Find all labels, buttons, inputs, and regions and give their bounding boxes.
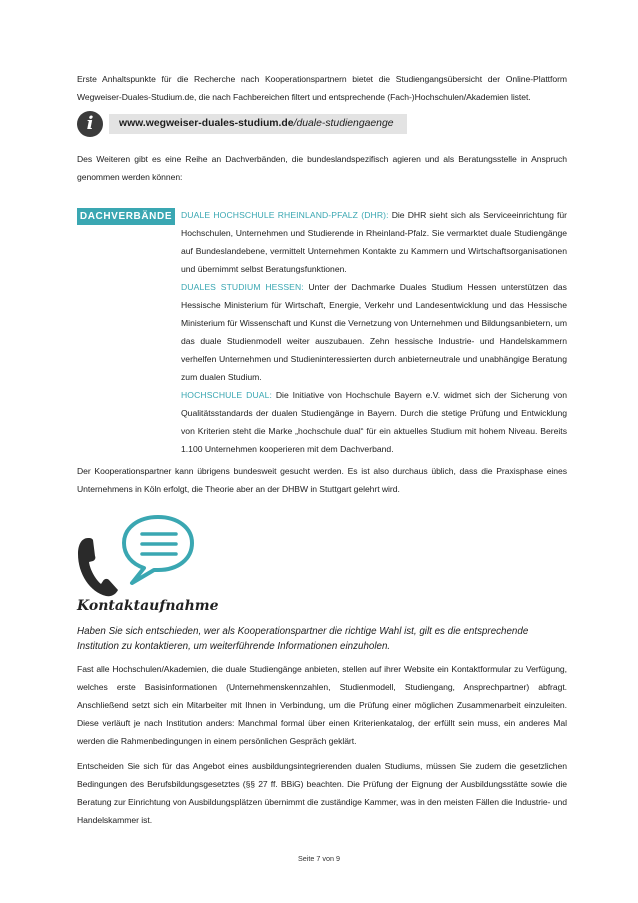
- dachverband-name: HOCHSCHULE DUAL:: [181, 390, 272, 400]
- dachverband-text: Die DHR sieht sich als Serviceeinrichtung für Hochschulen, Unternehmen und Studierende in Rheinland-Pfalz. Sie vermarktet duale Studiengänge auf Bundeslandebene, vermittelt Unternehmen Kontakte zu Kammern und Wirtschaftsorganisationen und übernimmt selbst Beratungsfunktionen.: [181, 210, 568, 274]
- kontakt-paragraph-2: Entscheiden Sie sich für das Angebot eines ausbildungsintegrierenden dualen Studiums, müssen Sie zudem die gesetzlichen Bedingungen des Berufsbildungsgesetztes (§§ 27 ff. BBiG) beachten. Die Prüfung der Eignung der Ausbildungsstätte sowie die Beratung zur Einrichtung von Ausbildungsplätzen übernimmt die zuständige Kammer, was in den meisten Fällen die Industrie- und Handelskammer ist.: [77, 761, 567, 825]
- dachverband-dhr: [181, 206, 567, 278]
- intro-paragraph: Erste Anhaltspunkte für die Recherche nach Kooperationspartnern bietet die Studiengangsübersicht der Online-Plattform Wegweiser-Duales-Studium.de, die nach Fachbereichen filtert und entsprechende (Fach-)Hochschulen/Akademien listet.: [77, 74, 567, 102]
- dachverband-hochschule-dual: [181, 386, 567, 458]
- dachverbaende-intro: Des Weiteren gibt es eine Reihe an Dachverbänden, die bundeslandspezifisch agieren und als Beratungsstelle in Anspruch genommen werden können:: [77, 154, 567, 182]
- dachverband-name: DUALES STUDIUM HESSEN:: [181, 282, 304, 292]
- dachverband-text: Unter der Dachmarke Duales Studium Hessen unterstützen das Hessische Ministerium für Wirtschaft, Energie, Verkehr und Landesentwicklung und das Hessische Ministerium für Wissenschaft und Kunst die Vernetzung von Unternehmen und Bildungsanbietern, um das duale Studienmodell weiter auszubauen. Zehn hessische Industrie- und Handelskammern verhelfen Unternehmen und Studieninteressierten durch anbieterneutrale und unabhängige Beratung zum dualen Studium.: [181, 282, 567, 382]
- url-link[interactable]: [119, 114, 394, 134]
- dachverbaende-tag: DACHVERBÄNDE: [77, 208, 175, 225]
- speech-bubble-icon: [118, 513, 198, 587]
- info-icon: i: [77, 111, 103, 137]
- info-box: [77, 111, 407, 137]
- dachverband-text: Die Initiative von Hochschule Bayern e.V. widmet sich der Sicherung von Qualitätsstandards der dualen Studiengänge in Bayern. Durch die stetige Prüfung und Entwicklung von Kriterien steht die Marke „hochschule dual“ für ein aktuelles Studium mit hohem Niveau. Bereits 1.100 Unternehmen kooperieren mit dem Dachverband.: [181, 390, 567, 454]
- section-title: Kontaktaufnahme: [77, 598, 219, 614]
- page-number: Seite 7 von 9: [298, 854, 340, 863]
- dachverband-name: DUALE HOCHSCHULE RHEINLAND-PFALZ (DHR):: [181, 210, 389, 220]
- phone-icon: [74, 534, 122, 598]
- kontakt-paragraph-1: Fast alle Hochschulen/Akademien, die duale Studiengänge anbieten, stellen auf ihrer Website ein Kontaktformular zu Verfügung, welches erste Basisinformationen (Unternehmenskennzahlen, Studienmodell, Studiengang, Ansprechpartner) abfragt. Anschließend setzt sich ein Mitarbeiter mit Ihnen in Verbindung, um die Prüfung einer möglichen Zusammenarbeit einzuleiten. Diese verläuft je nach Institution anders: Manchmal formal über einen Kriterienkatalog, der erfüllt sein muss, ein anderes Mal werden die Rahmenbedingungen in einem persönlichen Gespräch geklärt.: [77, 664, 567, 746]
- url-path[interactable]: /duale-studiengaenge: [293, 118, 394, 129]
- url-domain[interactable]: www.wegweiser-duales-studium.de: [119, 118, 294, 129]
- url-bar[interactable]: [109, 114, 407, 134]
- partner-paragraph: Der Kooperationspartner kann übrigens bundesweit gesucht werden. Es ist also durchaus üblich, dass die Praxisphase eines Unternehmens in Köln erfolgt, die Theorie aber an der DHBW in Stuttgart gelehrt wird.: [77, 466, 567, 494]
- section-subtitle: Haben Sie sich entschieden, wer als Kooperationspartner die richtige Wahl ist, gilt es die entsprechende Institution zu kontaktieren, um weiterführende Informationen einzuholen.: [77, 626, 529, 652]
- dachverband-hessen: [181, 278, 567, 386]
